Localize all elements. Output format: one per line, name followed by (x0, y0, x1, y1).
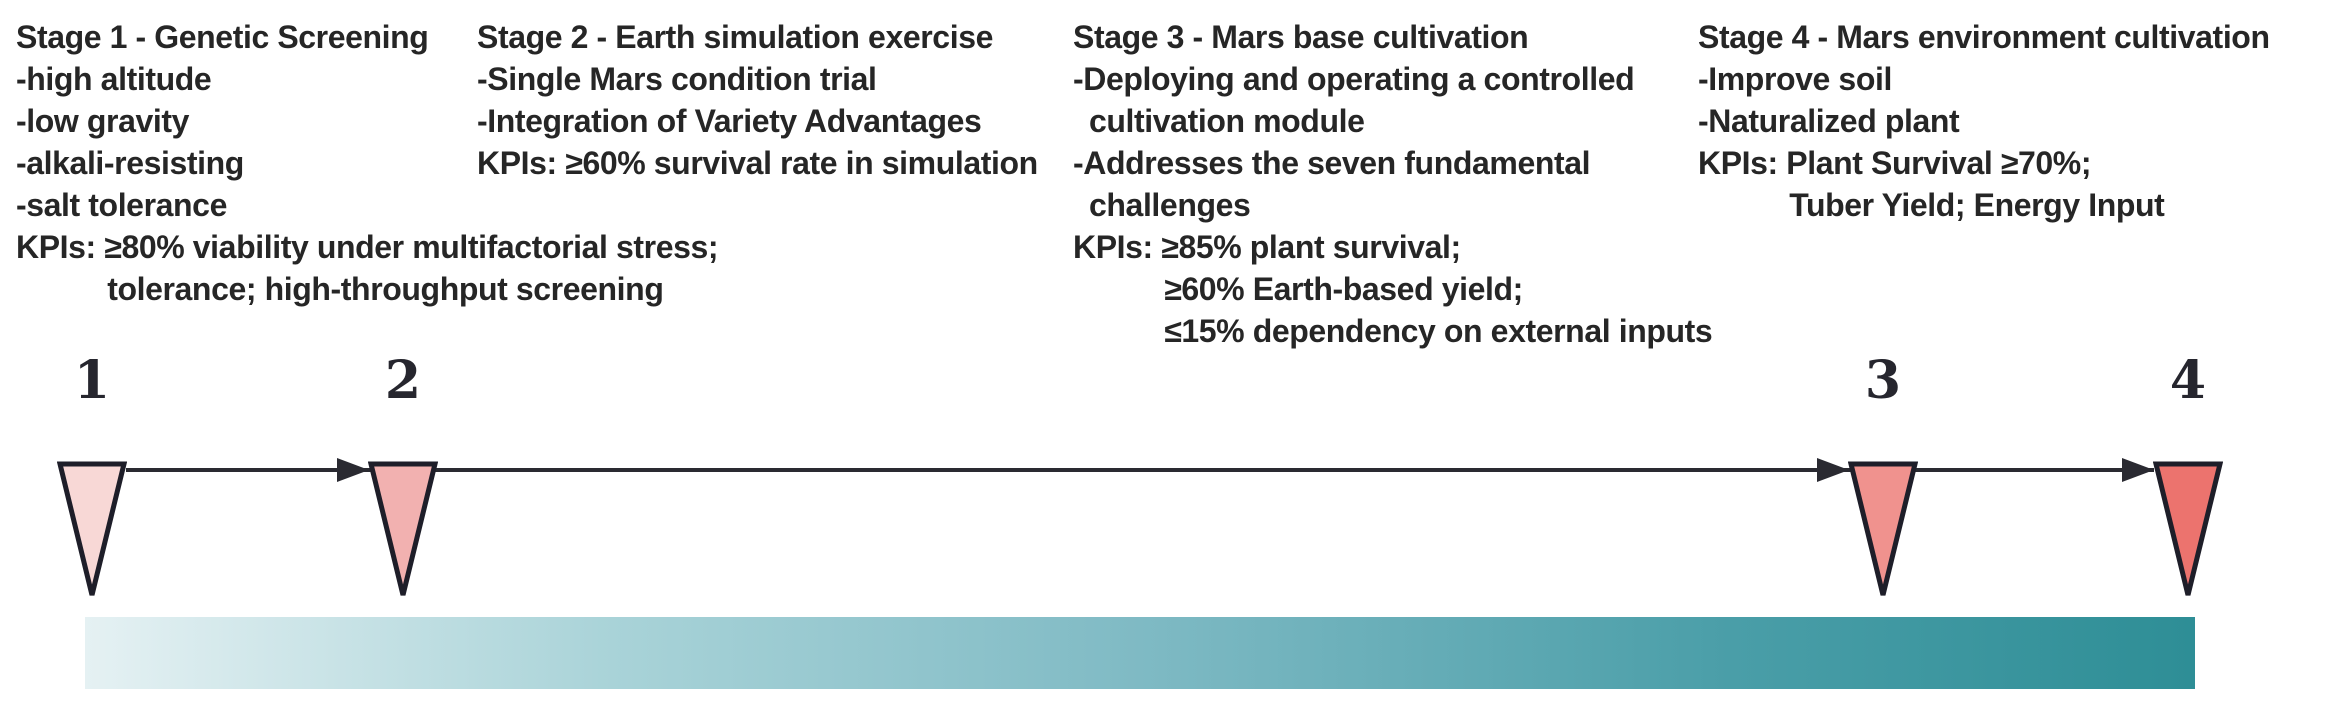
stage-line: -Addresses the seven fundamental (1073, 145, 1591, 181)
stage-triangle-icon (57, 461, 127, 599)
stage-line: -alkali-resisting (16, 145, 244, 181)
stage-triangle-icon (2153, 461, 2223, 599)
stage-line: -Deploying and operating a controlled (1073, 61, 1635, 97)
stage-triangle-icon (1848, 461, 1918, 599)
marker-number: 2 (384, 350, 422, 411)
stage-line: -Single Mars condition trial (477, 61, 877, 97)
arrowhead-icon (1817, 458, 1849, 482)
marker-number: 1 (73, 350, 111, 411)
stage-line: KPIs: ≥80% viability under multifactorial stress; (16, 229, 719, 265)
marker-number: 3 (1864, 350, 1902, 411)
arrowhead-icon (2122, 458, 2154, 482)
stage-line: KPIs: ≥85% plant survival; (1073, 229, 1461, 265)
stage-line: -Integration of Variety Advantages (477, 103, 982, 139)
stage-line: -salt tolerance (16, 187, 227, 223)
stage-line: ≤15% dependency on external inputs (1164, 313, 1713, 349)
timeline-marker-2 (368, 350, 438, 599)
stage-line: -low gravity (16, 103, 190, 139)
stage-line: cultivation module (1089, 103, 1365, 139)
stage-title: Stage 3 - Mars base cultivation (1073, 19, 1529, 55)
stage-line: tolerance; high-throughput screening (107, 271, 664, 307)
stage-line: -high altitude (16, 61, 212, 97)
stage-line: KPIs: Plant Survival ≥70%; (1698, 145, 2092, 181)
stage-title: Stage 4 - Mars environment cultivation (1698, 19, 2270, 55)
timeline-marker-3 (1848, 350, 1918, 599)
stage-column-2 (477, 16, 1038, 184)
stage-column-4 (1698, 16, 2270, 226)
timeline-marker-1 (57, 350, 127, 599)
stage-line: -Naturalized plant (1698, 103, 1960, 139)
stage-line: Tuber Yield; Energy Input (1789, 187, 2165, 223)
stage-line: ≥60% Earth-based yield; (1164, 271, 1523, 307)
timeline-marker-4 (2153, 350, 2223, 599)
stage-title: Stage 2 - Earth simulation exercise (477, 19, 993, 55)
stage-line: -Improve soil (1698, 61, 1892, 97)
stage-line: challenges (1089, 187, 1251, 223)
stage-title: Stage 1 - Genetic Screening (16, 19, 429, 55)
arrowhead-icon (337, 458, 369, 482)
stage-triangle-icon (368, 461, 438, 599)
stage-line: KPIs: ≥60% survival rate in simulation (477, 145, 1038, 181)
stage-column-3 (1073, 16, 1712, 352)
progress-gradient-bar (85, 617, 2195, 689)
marker-number: 4 (2169, 350, 2207, 411)
